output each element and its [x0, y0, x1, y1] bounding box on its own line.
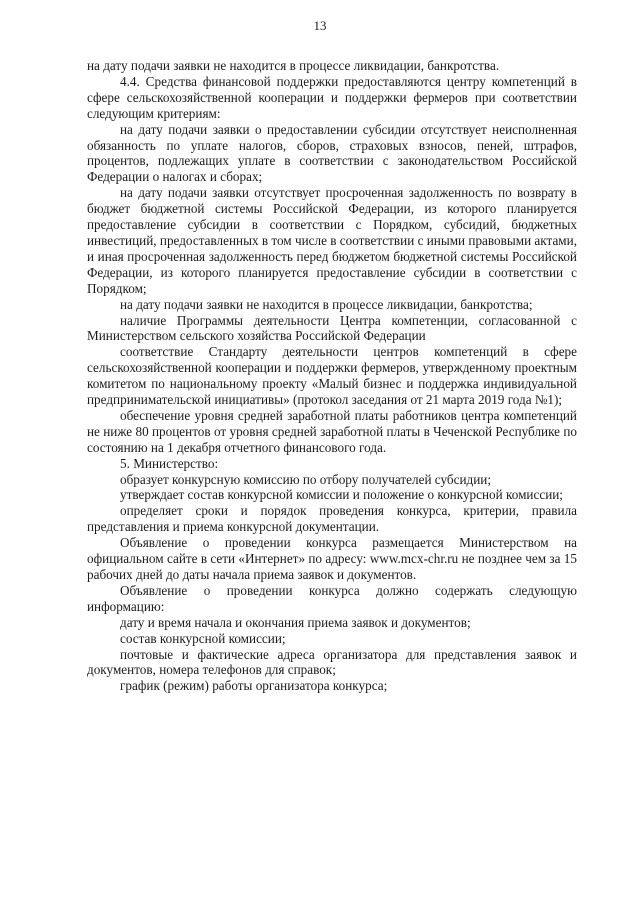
paragraph: 5. Министерство: — [120, 455, 219, 471]
paragraph: Объявление о проведении конкурса должно содержать следующую информацию: — [87, 582, 577, 614]
paragraph: дату и время начала и окончания приема заявок и документов; — [120, 614, 471, 630]
paragraph: почтовые и фактические адреса организатора для представления заявок и документов, номера телефонов для справок; — [87, 646, 577, 678]
paragraph: график (режим) работы организатора конкурса; — [120, 678, 388, 694]
document-body — [87, 58, 577, 694]
paragraph: на дату подачи заявки не находится в процессе ликвидации, банкротства; — [120, 296, 533, 312]
paragraph: состав конкурсной комиссии; — [120, 630, 286, 646]
page-number: 13 — [313, 18, 327, 33]
paragraph: на дату подачи заявки отсутствует просроченная задолженность по возврату в бюджет бюджетной системы Российской Федерации, из которого планируется предоставление субсидии в соответствии с Порядком, субсидий, бюджетных инвестиций, предоставленных в том числе в соответствии с иными правовыми актами, и иная просроченная задолженность перед бюджетом бюджетной системы Российской Федерации, из которого планируется предоставление субсидии в соответствии с Порядком; — [87, 185, 577, 296]
paragraph: Объявление о проведении конкурса размещается Министерством на официальном сайте в сети «Интернет» по адресу: www.mcx-chr.ru не позднее чем за 15 рабочих дней до даты начала приема заявок и документов. — [87, 535, 577, 582]
paragraph: обеспечение уровня средней заработной платы работников центра компетенций не ниже 80 процентов от уровня средней заработной платы в Чеченской Республике по состоянию на 1 декабря отчетного финансового года. — [87, 407, 577, 455]
paragraph: утверждает состав конкурсной комиссии и положение о конкурсной комиссии; — [120, 487, 563, 503]
paragraph: на дату подачи заявки о предоставлении субсидии отсутствует неисполненная обязанность по уплате налогов, сборов, страховых взносов, пеней, штрафов, процентов, подлежащих уплате в соответствии с законодательством Российской Федерации о налогах и сборах; — [87, 121, 577, 185]
paragraph: образует конкурсную комиссию по отбору получателей субсидии; — [120, 471, 492, 487]
paragraph: 4.4. Средства финансовой поддержки предоставляются центру компетенций в сфере сельскохозяйственной кооперации и поддержки фермеров при соответствии следующим критериям: — [87, 73, 577, 121]
paragraph: определяет сроки и порядок проведения конкурса, критерии, правила представления и приема конкурсной документации. — [87, 503, 577, 535]
paragraph: соответствие Стандарту деятельности центров компетенций в сфере сельскохозяйственной кооперации и поддержки фермеров, утвержденному проектным комитетом по национальному проекту «Малый бизнес и поддержка индивидуальной предпринимательской инициативы» (протокол заседания от 21 марта 2019 года №1); — [87, 344, 577, 408]
paragraph: наличие Программы деятельности Центра компетенции, согласованной с Министерством сельского хозяйства Российской Федерации — [87, 312, 577, 344]
paragraph: на дату подачи заявки не находится в процессе ликвидации, банкротства. — [87, 58, 500, 73]
